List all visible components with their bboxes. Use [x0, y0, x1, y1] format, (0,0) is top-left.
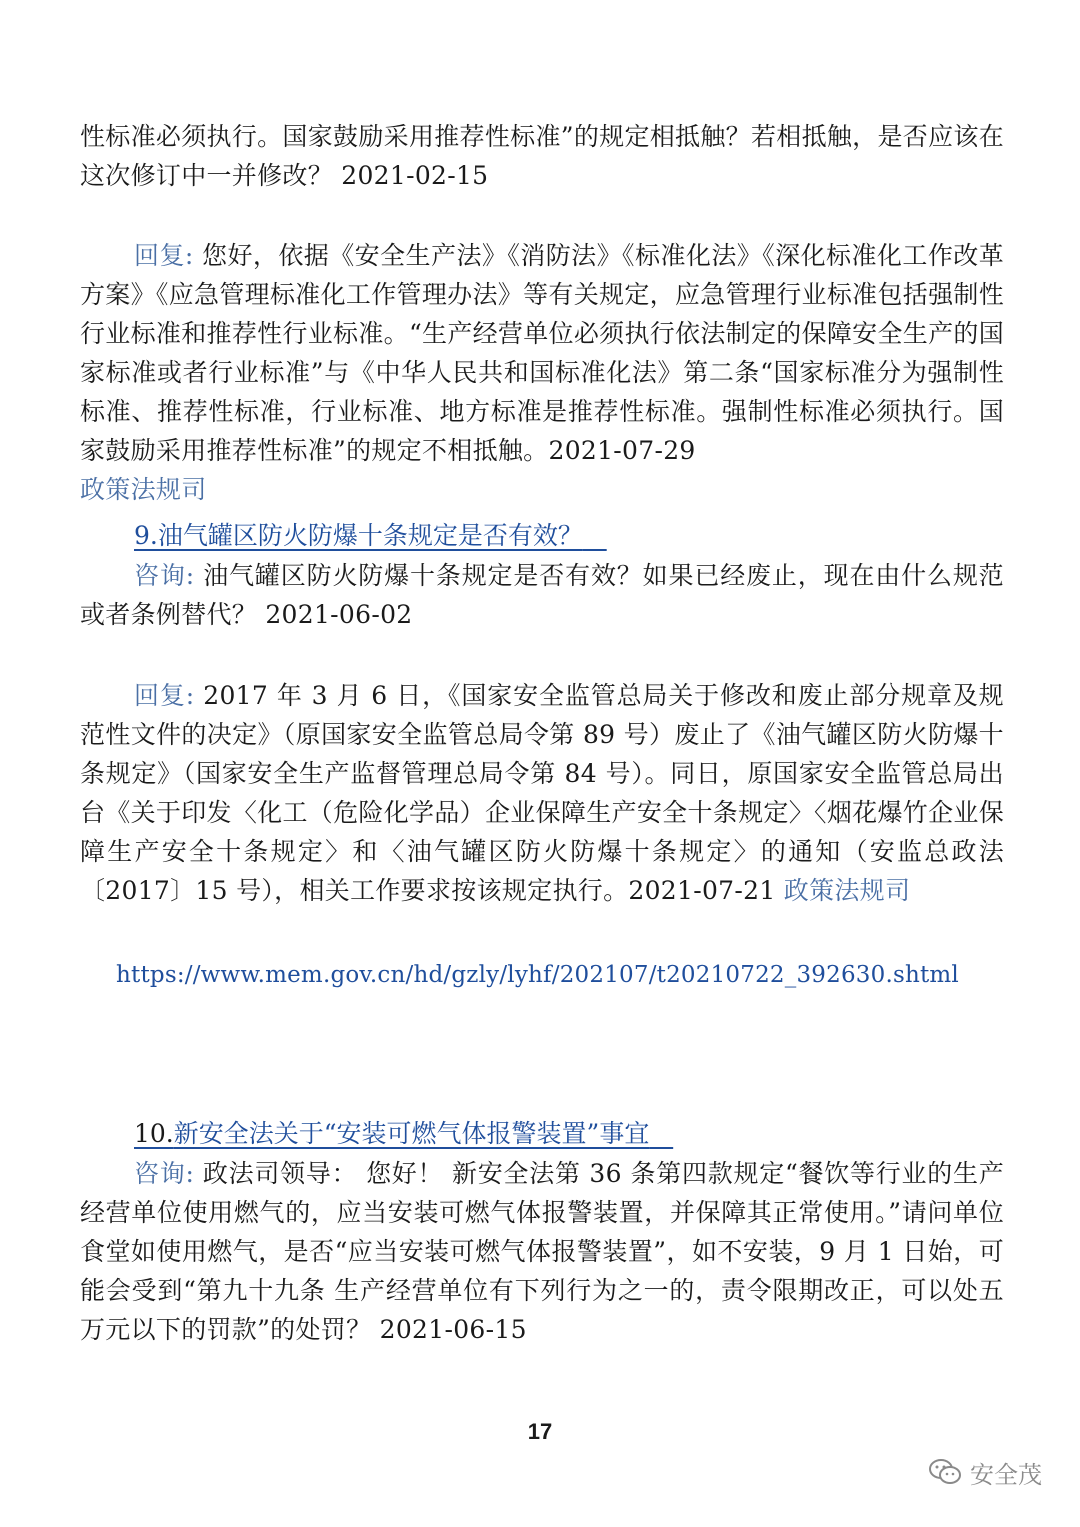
- department-name: 政策法规司: [80, 475, 207, 504]
- watermark: [928, 1452, 1042, 1492]
- reply-text: 2017 年 3 月 6 日，《国家安全监管总局关于修改和废止部分规章及规范性文件的决定》（原国家安全监管总局令第 89 号）废止了《油气罐区防火防爆十条规定》（国家安全生产监督管理总局令第 84 号）。同日，原国家安全监管总局出台《关于印发〈化工（危险化学品）企业保障生产安全十条规定〉〈烟花爆竹企业保障生产安全十条规定〉和〈油气罐区防火防爆十条规定〉的通知（安监总政法〔2017〕15 号），相关工作要求按该规定执行。2021-07-21: [80, 681, 1004, 905]
- reply-text: 您好，依据《安全生产法》《消防法》《标准化法》《深化标准化工作改革方案》《应急管理标准化工作管理办法》等有关规定，应急管理行业标准包括强制性行业标准和推荐性行业标准。“生产经营单位必须执行依法制定的保障安全生产的国家标准或者行业标准”与《中华人民共和国标准化法》第二条“国家标准分为强制性标准、推荐性标准，行业标准、地方标准是推荐性标准。强制性标准必须执行。国家鼓励采用推荐性标准”的规定不相抵触。2021-07-29: [80, 241, 1005, 465]
- item10-consult-paragraph: [80, 1154, 1004, 1349]
- department-name: 政策法规司: [783, 876, 911, 905]
- consult-label: 咨询:: [134, 561, 195, 590]
- reply-label: 回复:: [134, 681, 195, 710]
- item8-reply-paragraph: [80, 236, 1004, 509]
- item9-consult-paragraph: [80, 556, 1004, 634]
- watermark-text: 安全茂: [970, 1460, 1042, 1489]
- intro-paragraph: [80, 117, 1004, 195]
- consult-text: 油气罐区防火防爆十条规定是否有效？如果已经废止，现在由什么规范或者条例替代？ 2021-06-02: [80, 561, 1004, 629]
- item9-heading-link[interactable]: [134, 518, 607, 554]
- item9-reply-paragraph: [80, 676, 1004, 910]
- consult-text: 政法司领导： 您好！ 新安全法第 36 条第四款规定“餐饮等行业的生产经营单位使用燃气的，应当安装可燃气体报警装置，并保障其正常使用。”请问单位食堂如使用燃气，是否“应当安装可燃气体报警装置”，如不安装，9 月 1 日始，可能会受到“第九十九条 生产经营单位有下列行为之一的，责令限期改正，可以处五万元以下的罚款”的处罚？ 2021-06-15: [80, 1159, 1004, 1344]
- intro-text: 性标准必须执行。国家鼓励采用推荐性标准”的规定相抵触？若相抵触，是否应该在这次修订中一并修改？ 2021-02-15: [80, 122, 1004, 190]
- consult-label: 咨询:: [134, 1159, 195, 1188]
- wechat-icon: [928, 1458, 962, 1486]
- item10-heading-link[interactable]: [134, 1116, 673, 1152]
- item9-title[interactable]: 9.油气罐区防火防爆十条规定是否有效？: [134, 521, 583, 550]
- source-url-link[interactable]: https://www.mem.gov.cn/hd/gzly/lyhf/202107/t20210722_392630.shtml: [116, 962, 959, 988]
- reply-label: 回复:: [134, 241, 194, 270]
- item10-title[interactable]: 新安全法关于“安装可燃气体报警装置”事宜: [173, 1119, 650, 1148]
- item10-number: 10.: [134, 1119, 174, 1148]
- page-number: 17: [527, 1419, 553, 1444]
